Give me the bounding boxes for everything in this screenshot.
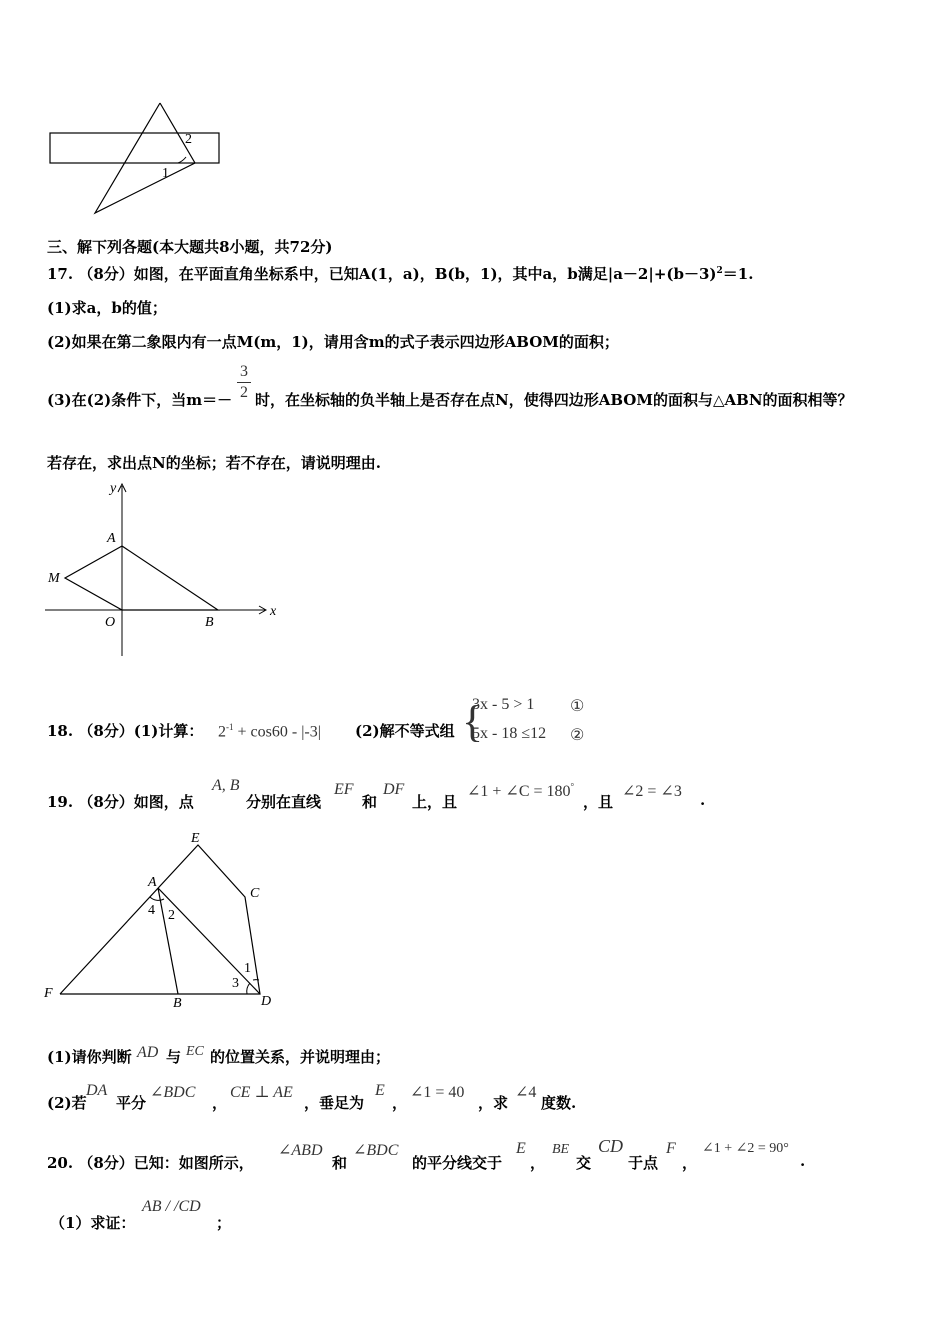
q19-line-DF: DF [383,781,405,798]
angle-label-2: 2 [185,132,192,147]
q19-line-EF: EF [334,781,354,798]
q17-part3-suffix: 时，在坐标轴的负半轴上是否存在点N，使得四边形ABOM的面积与△ABN的面积相等？ [255,391,853,409]
q19-part2-c: ， [212,1094,228,1112]
q19-part2-perp: CE ⊥ AE [230,1084,293,1101]
fig-label-3: 3 [232,976,239,991]
q19-stem-b: 分别在直线 [246,793,322,811]
q20-condition: ∠1 + ∠2 = 90° [702,1141,789,1156]
q17-stem-sup: 2 [716,266,723,276]
q19-stem-e: ，且 [583,793,614,811]
q19-part2-angle: ∠1 = 40 [410,1084,465,1101]
q20-point-E: E [516,1140,526,1157]
q19-part1-EC: EC [186,1044,204,1059]
q20-point-F: F [666,1140,676,1157]
q20-stem-h: . [800,1152,806,1170]
fig-label-F: F [44,986,53,1001]
q19-part2-e: ， [392,1094,408,1112]
q17-part2: (2)如果在第二象限内有一点M(m，1)，请用含m的式子表示四边形ABOM的面积； [47,333,619,351]
inequality-1-tag: ① [570,698,585,715]
q20-angle-BDC: ∠BDC [353,1142,399,1159]
q20-line-CD: CD [598,1136,624,1156]
fraction-numerator: 3 [237,362,251,383]
q17-fraction [237,362,251,403]
fraction-denominator: 2 [240,384,248,401]
point-label-B: B [205,615,214,630]
q19-cond1-text: ∠1 + ∠C = 180 [467,783,571,800]
section-heading: 三、解下列各题(本大题共8小题，共72分) [47,238,333,256]
q18-expression [218,722,321,741]
fig-label-B: B [173,996,182,1011]
q17-part4: 若存在，求出点N的坐标；若不存在，请说明理由. [47,454,381,472]
inequality-2: 5x - 18 ≤12 [472,725,547,742]
fig-label-1: 1 [244,961,251,976]
q19-part2-angle4: ∠4 [515,1084,537,1101]
q17-part3-prefix: (3)在(2)条件下，当m＝－ [47,391,233,409]
q19-stem-d: 上，且 [412,793,458,811]
system-brace: { [462,697,484,746]
q19-stem-a: 19. （8分）如图，点 [47,793,194,811]
q17-stem-end: ＝1. [722,265,754,283]
q20-stem-f: 于点 [628,1154,659,1172]
q19-part1-c: 的位置关系，并说明理由； [210,1048,391,1066]
fig-label-2: 2 [168,908,175,923]
q19-stem-f: . [700,791,706,809]
q17-stem-text: 17. （8分）如图，在平面直角坐标系中，已知A(1，a)，B(b，1)，其中a，b满足|a－2|+(b－3) [47,265,717,283]
fig-label-4: 4 [148,903,155,918]
q17-stem [47,263,753,284]
q20-angle-ABD: ∠ABD [278,1142,323,1159]
point-label-A: A [107,531,116,546]
q20-stem-g: ， [682,1154,698,1172]
q20-stem-b: 和 [332,1154,348,1172]
q18-cos: + cos60 [237,723,288,741]
q20-stem-a: 20. （8分）已知：如图所示， [47,1154,254,1172]
q18-exponent: -1 [226,722,234,732]
q19-part2-E: E [375,1082,385,1099]
q19-part1-AD: AD [137,1044,159,1061]
q19-part2-b: 平分 [116,1094,147,1112]
rectangle-triangle-figure [40,95,240,225]
coordinate-figure [40,478,290,663]
q19-part2-BDC: ∠BDC [150,1084,196,1101]
q17-part1: (1)求a，b的值； [47,299,167,317]
q19-part2-DA: DA [86,1082,108,1099]
axis-label-y: y [110,481,117,496]
point-label-M: M [48,571,60,586]
q18-abs: - |-3| [291,723,321,741]
q18-part2: (2)解不等式组 [355,722,455,740]
inequality-1: 3x - 5 > 1 [472,696,535,713]
angle-label-1: 1 [162,166,169,181]
q20-stem-c: 的平分线交于 [412,1154,503,1172]
fig-label-A: A [148,875,157,890]
inequality-2-tag: ② [570,727,585,744]
fig-label-D: D [261,994,272,1009]
q19-figure [40,825,280,1015]
q19-part2-g: 度数. [541,1094,577,1112]
q20-part1-end: ； [216,1214,232,1232]
q19-condition-2: ∠2 = ∠3 [622,783,682,800]
q20-segment-BE: BE [552,1142,570,1157]
q20-stem-e: 交 [576,1154,592,1172]
fig-label-E: E [191,831,200,846]
fig-label-C: C [250,886,260,901]
q18-label: 18. （8分）(1)计算： [47,722,204,740]
q18-base: 2 [218,723,226,741]
point-label-O: O [105,615,116,630]
q19-part1-b: 与 [166,1048,182,1066]
q19-part1-a: (1)请你判断 [47,1048,132,1066]
q19-part2-a: (2)若 [47,1094,87,1112]
q19-part2-f: ，求 [478,1094,509,1112]
axis-label-x: x [270,604,277,619]
q19-part2-d: ，垂足为 [304,1094,365,1112]
q19-cond1-degree: ° [570,781,575,792]
q20-stem-d: ， [530,1154,546,1172]
q20-part1-expr: AB / /CD [142,1198,201,1215]
q20-part1: （1）求证： [50,1214,136,1232]
q19-points-AB: A, B [212,777,240,794]
q19-stem-c: 和 [362,793,378,811]
q19-condition-1 [467,781,574,801]
